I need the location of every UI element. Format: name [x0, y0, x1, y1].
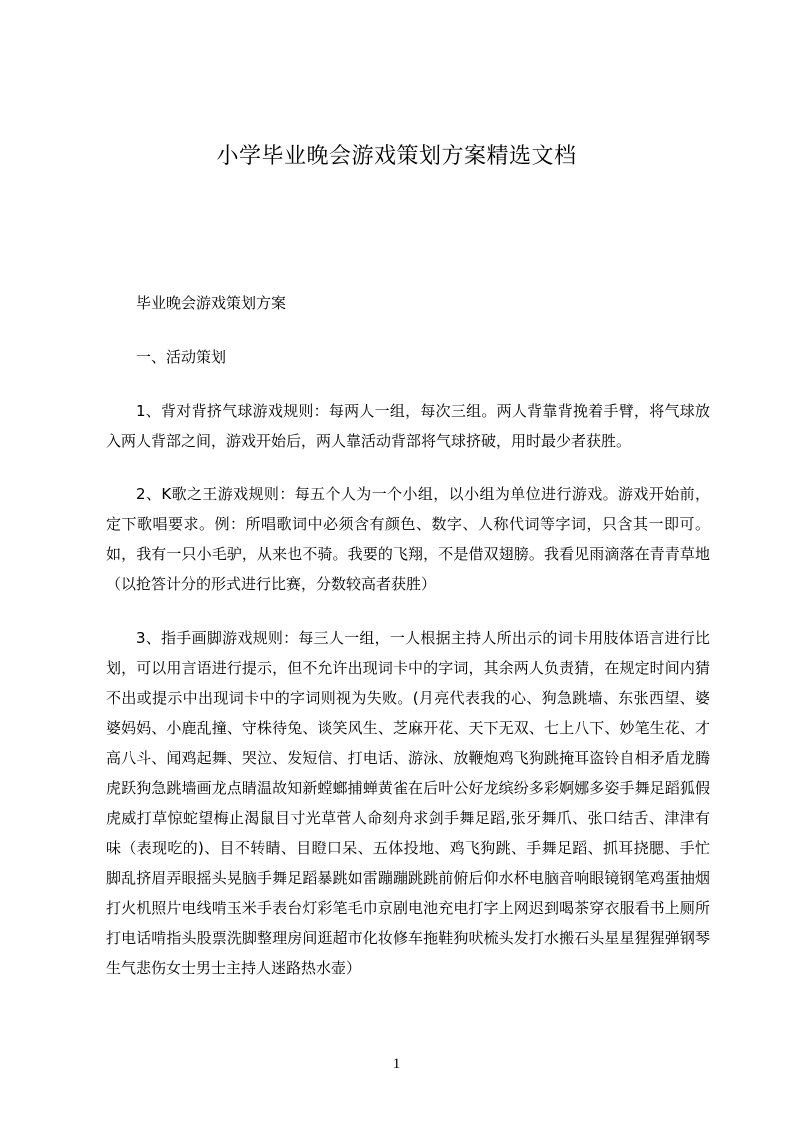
paragraph-balloon-game: 1、背对背挤气球游戏规则：每两人一组，每次三组。两人背靠背挽着手臂，将气球放入两人背部之间，游戏开始后，两人靠活动背部将气球挤破，用时最少者获胜。 — [106, 402, 710, 450]
document-body — [106, 288, 710, 1007]
document-title: 小学毕业晚会游戏策划方案精选文档 — [216, 144, 577, 169]
paragraph-karaoke-game: 2、K歌之王游戏规则：每五个人为一个小组，以小组为单位进行游戏。游戏开始前，定下歌唱要求。例：所唱歌词中必须含有颜色、数字、人称代词等字词，只含其一即可。如，我有一只小毛驴，从来也不骑。我要的飞翔，不是借双翅膀。我看见雨滴落在青青草地（以抢答计分的形式进行比赛，分数较高者获胜） — [106, 485, 710, 593]
document-subtitle: 毕业晚会游戏策划方案 — [136, 294, 287, 312]
page-number: 1 — [392, 1056, 401, 1072]
section-heading: 一、活动策划 — [136, 348, 227, 366]
paragraph-charades-game: 3、指手画脚游戏规则：每三人一组，一人根据主持人所出示的词卡用肢体语言进行比划，可以用言语进行提示，但不允许出现词卡中的字词，其余两人负责猜，在规定时间内猜不出或提示中出现词卡中的字词则视为失败。(月亮代表我的心、狗急跳墙、东张西望、婆婆妈妈、小鹿乱撞、守株待兔、谈笑风生、芝麻开花、天下无双、七上八下、妙笔生花、才高八斗、闻鸡起舞、哭泣、发短信、打电话、游泳、放鞭炮鸡飞狗跳掩耳盗铃自相矛盾龙腾虎跃狗急跳墙画龙点睛温故知新螳螂捕蝉黄雀在后叶公好龙缤纷多彩婀娜多姿手舞足蹈狐假虎威打草惊蛇望梅止渴鼠目寸光草菅人命刻舟求剑手舞足蹈,张牙舞爪、张口结舌、津津有味（表现吃的)、目不转睛、目瞪口呆、五体投地、鸡飞狗跳、手舞足蹈、抓耳挠腮、手忙脚乱挤眉弄眼摇头晃脑手舞足蹈暴跳如雷蹦蹦跳跳前俯后仰水杯电脑音响眼镜钢笔鸡蛋抽烟打火机照片电线啃玉米手表台灯彩笔毛巾京剧电池充电打字上网迟到喝茶穿衣服看书上厕所打电话啃指头股票洗脚整理房间逛超市化妆修车拖鞋狗吠梳头发打水搬石头星星猩猩弹钢琴生气悲伤女士男士主持人迷路热水壶） — [106, 629, 710, 977]
